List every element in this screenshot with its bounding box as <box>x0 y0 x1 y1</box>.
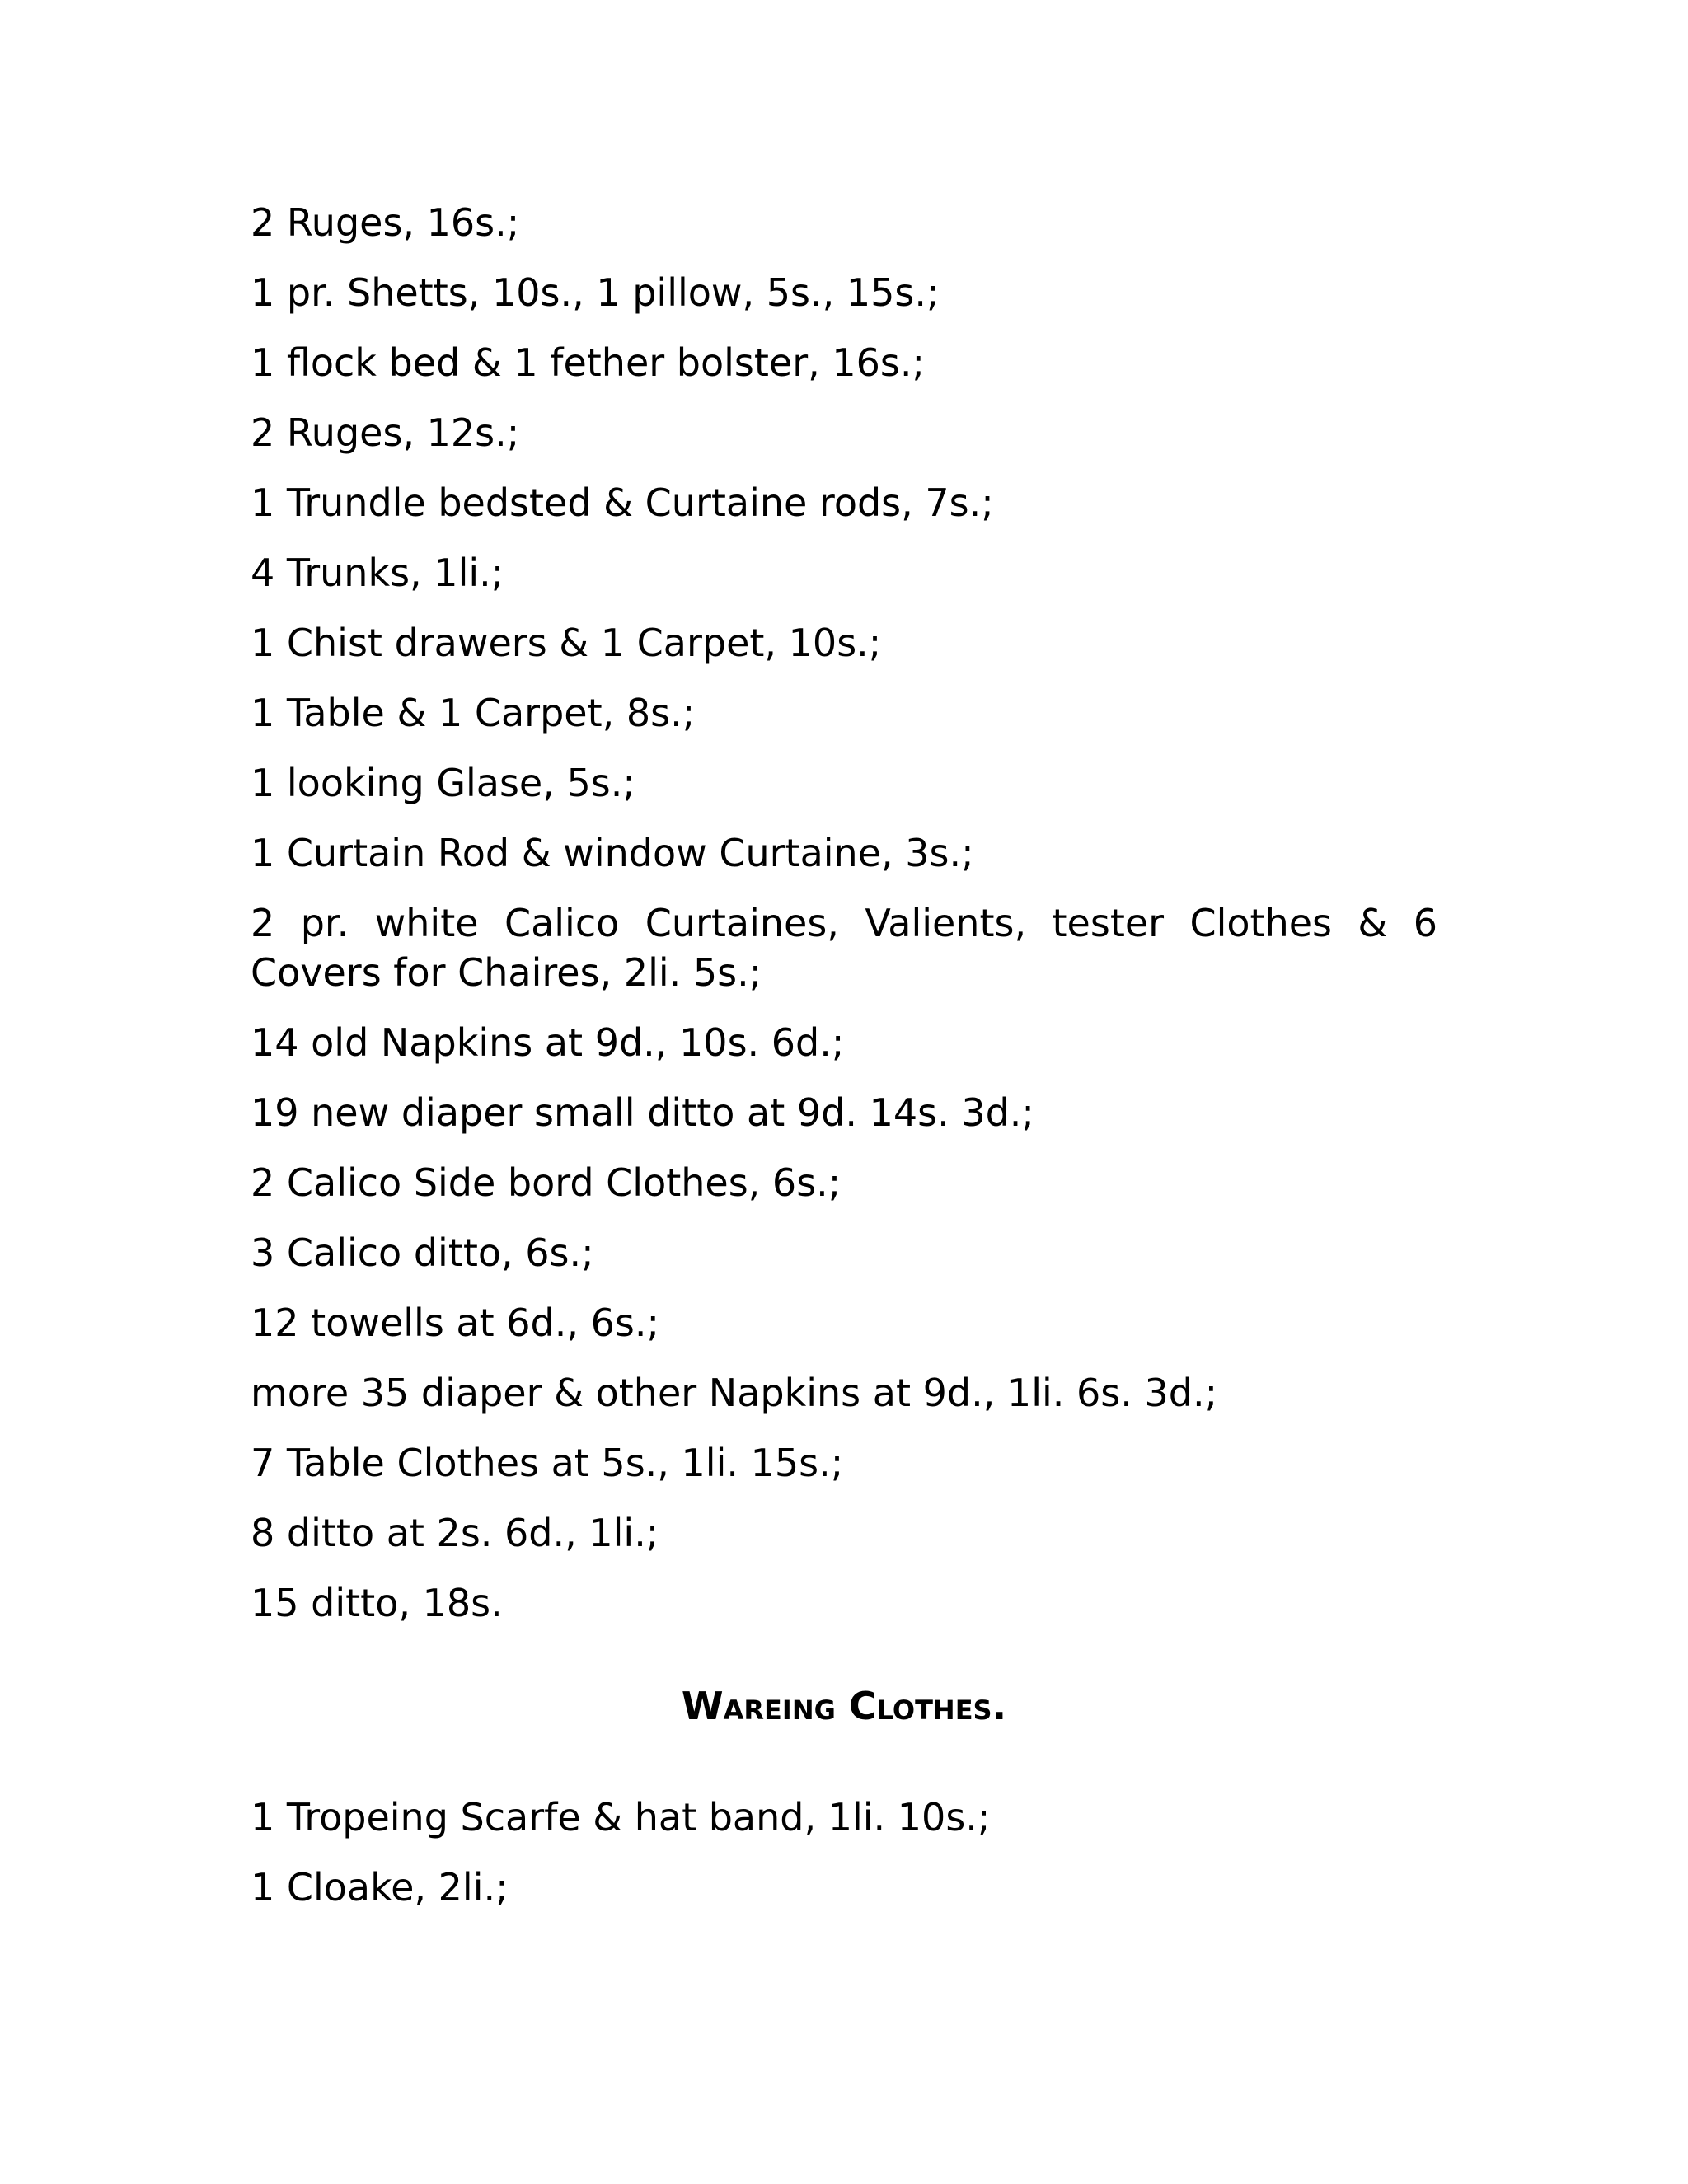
inventory-entry: 2 Ruges, 16s.; <box>251 200 520 245</box>
inventory-entry: 1 pr. Shetts, 10s., 1 pillow, 5s., 15s.; <box>251 270 940 315</box>
inventory-entry: 19 new diaper small ditto at 9d. 14s. 3d.; <box>251 1090 1034 1135</box>
inventory-entry: 1 flock bed & 1 fether bolster, 16s.; <box>251 340 925 385</box>
inventory-entry: 1 Chist drawers & 1 Carpet, 10s.; <box>251 621 882 665</box>
inventory-entry: 14 old Napkins at 9d., 10s. 6d.; <box>251 1020 845 1065</box>
inventory-entry: 1 Trundle bedsted & Curtaine rods, 7s.; <box>251 480 994 525</box>
section-heading: Wareing Clothes. <box>681 1684 1007 1728</box>
inventory-entry: 1 Cloake, 2li.; <box>251 1865 509 1910</box>
inventory-entry: 2 pr. white Calico Curtaines, Valients, tester Clothes & 6 Covers for Chaires, 2li. 5s.; <box>251 901 1437 995</box>
inventory-entry: 2 Ruges, 12s.; <box>251 410 520 455</box>
inventory-entry: 1 Curtain Rod & window Curtaine, 3s.; <box>251 831 974 875</box>
inventory-entry: more 35 diaper & other Napkins at 9d., 1li. 6s. 3d.; <box>251 1371 1218 1415</box>
inventory-entry: 3 Calico ditto, 6s.; <box>251 1230 594 1275</box>
inventory-entry: 2 Calico Side bord Clothes, 6s.; <box>251 1160 842 1205</box>
inventory-entry: 7 Table Clothes at 5s., 1li. 15s.; <box>251 1441 844 1485</box>
inventory-entry: 1 Table & 1 Carpet, 8s.; <box>251 691 696 735</box>
inventory-entry: 12 towells at 6d., 6s.; <box>251 1301 659 1345</box>
inventory-entry: 4 Trunks, 1li.; <box>251 551 504 595</box>
inventory-entry: 8 ditto at 2s. 6d., 1li.; <box>251 1511 659 1555</box>
inventory-entry: 1 Tropeing Scarfe & hat band, 1li. 10s.; <box>251 1795 991 1840</box>
inventory-entry: 1 looking Glase, 5s.; <box>251 761 635 805</box>
inventory-entry: 15 ditto, 18s. <box>251 1581 503 1625</box>
